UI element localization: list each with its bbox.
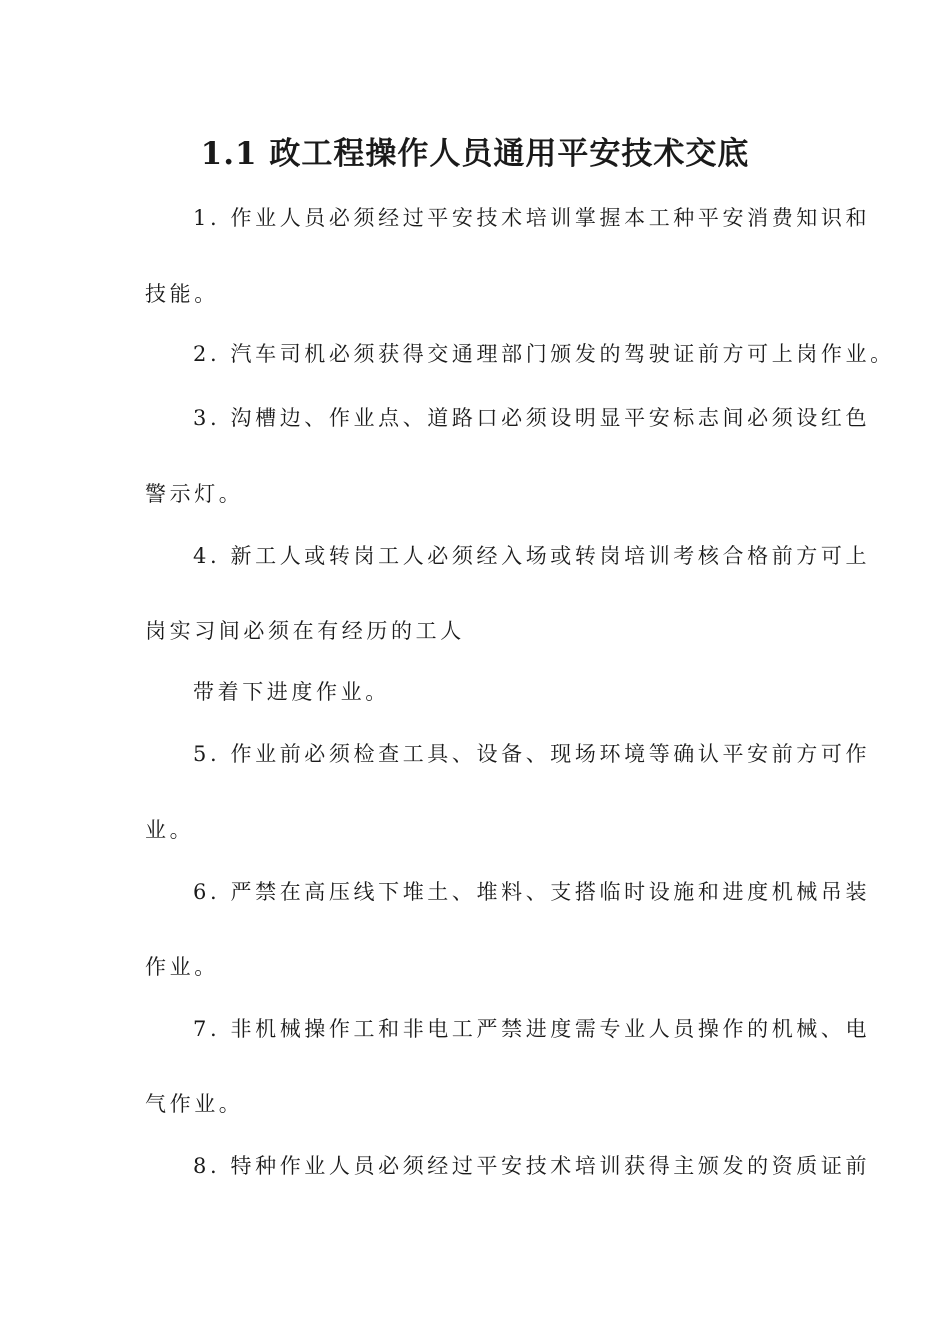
paragraph-line: 6. 严禁在高压线下堆土、堆料、支搭临时设施和进度机械吊装 [193,880,871,904]
paragraph-line: 5. 作业前必须检查工具、设备、现场环境等确认平安前方可作 [193,742,871,766]
paragraph-line: 作业。 [145,955,219,979]
paragraph-line: 1. 作业人员必须经过平安技术培训掌握本工种平安消费知识和 [193,206,871,230]
paragraph-line: 3. 沟槽边、作业点、道路口必须设明显平安标志间必须设红色 [193,406,871,430]
paragraph-line: 8. 特种作业人员必须经过平安技术培训获得主颁发的资质证前 [193,1154,871,1178]
paragraph-line: 7. 非机械操作工和非电工严禁进度需专业人员操作的机械、电 [193,1017,871,1041]
paragraph-line: 4. 新工人或转岗工人必须经入场或转岗培训考核合格前方可上 [193,544,871,568]
paragraph-line: 警示灯。 [145,482,244,506]
paragraph-line: 带着下进度作业。 [193,680,390,704]
paragraph-line: 2. 汽车司机必须获得交通理部门颁发的驾驶证前方可上岗作业。 [193,342,895,366]
document-title: 1.1 政工程操作人员通用平安技术交底 [200,136,750,172]
paragraph-line: 气作业。 [145,1092,244,1116]
paragraph-line: 技能。 [145,282,219,306]
paragraph-line: 业。 [145,818,195,842]
paragraph-line: 岗实习间必须在有经历的工人 [145,619,465,643]
